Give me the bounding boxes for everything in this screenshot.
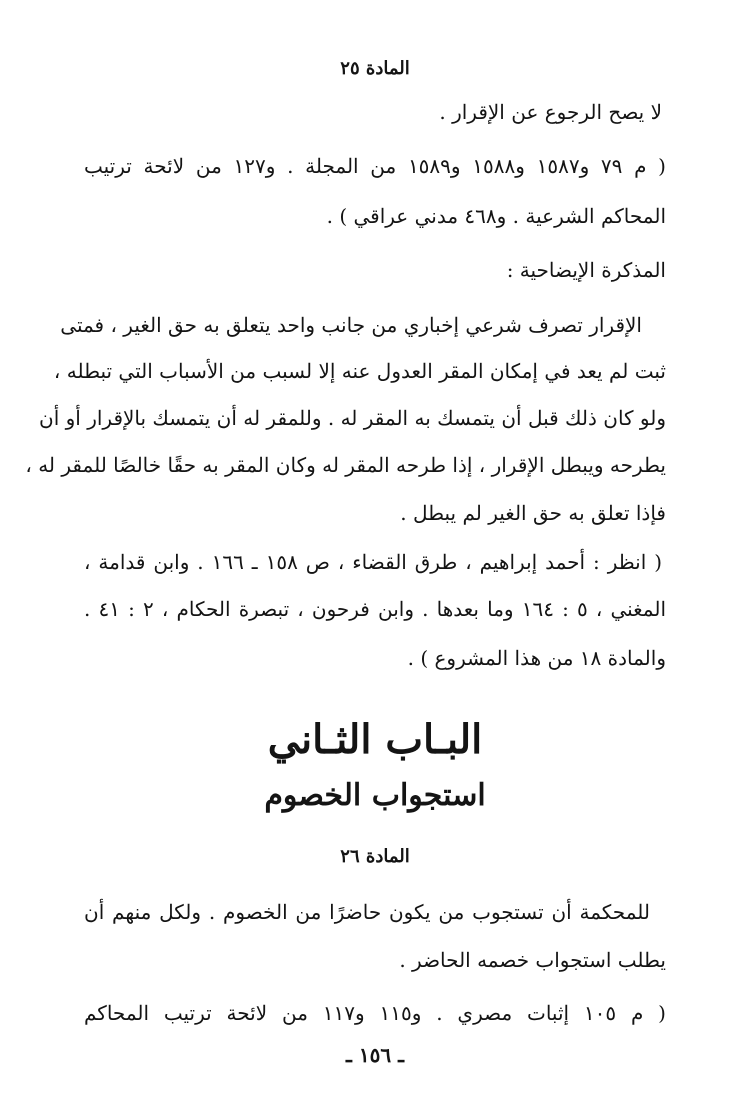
article-26-line-2: يطلب استجواب خصمه الحاضر . (399, 948, 666, 972)
reference-1-line-1: ( م ٧٩ و١٥٨٧ و١٥٨٨ و١٥٨٩ من المجلة . و١٢٧ من لائحة ترتيب (84, 154, 666, 178)
explanatory-memo-line-2: ثبت لم يعد في إمكان المقر العدول عنه إلا لسبب من الأسباب التي تبطله ، (53, 359, 666, 383)
chapter-title: البـاب الثـاني (267, 716, 483, 763)
explanatory-memo-line-1: الإقرار تصرف شرعي إخباري من جانب واحد يتعلق به حق الغير ، فمتى (60, 313, 642, 337)
reference-2-line-2: المغني ، ٥ : ١٦٤ وما بعدها . وابن فرحون ، تبصرة الحكام ، ٢ : ٤١ . (84, 597, 667, 621)
article-26-line-1: للمحكمة أن تستجوب من يكون حاضرًا من الخصوم . ولكل منهم أن (84, 900, 650, 924)
explanatory-memo-line-4: يطرحه ويبطل الإقرار ، إذا طرحه المقر له وكان المقر به حقًا خالصًا للمقر له ، (25, 453, 666, 477)
explanatory-memo-line-3: ولو كان ذلك قبل أن يتمسك به المقر له . وللمقر له أن يتمسك بالإقرار أو أن (39, 406, 666, 430)
article-26-heading: المادة ٢٦ (340, 846, 410, 867)
chapter-subtitle: استجواب الخصوم (264, 778, 486, 813)
reference-2-line-1: ( انظر : أحمد إبراهيم ، طرق القضاء ، ص ١٥٨ ـ ١٦٦ . وابن قدامة ، (84, 550, 663, 574)
explanatory-memo-heading: المذكرة الإيضاحية : (506, 258, 666, 282)
article-25-heading: المادة ٢٥ (340, 58, 410, 79)
page-number: ـ ١٥٦ ـ (346, 1043, 404, 1067)
reference-2-line-3: والمادة ١٨ من هذا المشروع ) . (407, 646, 666, 670)
reference-3-line-1: ( م ١٠٥ إثبات مصري . و١١٥ و١١٧ من لائحة ترتيب المحاكم (84, 1001, 666, 1025)
article-25-text: لا يصح الرجوع عن الإقرار . (439, 100, 662, 124)
explanatory-memo-line-5: فإذا تعلق به حق الغير لم يبطل . (400, 501, 666, 525)
reference-1-line-2: المحاكم الشرعية . و٤٦٨ مدني عراقي ) . (326, 204, 666, 228)
